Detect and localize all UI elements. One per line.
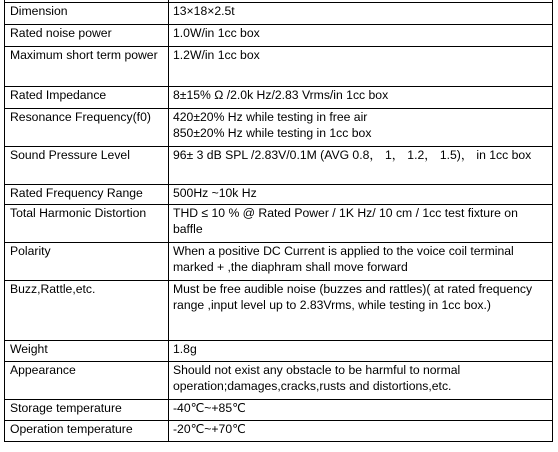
spec-value-rated-noise-power: 1.0W/in 1cc box bbox=[169, 25, 553, 47]
specification-table bbox=[4, 0, 553, 442]
spec-row-resonance-frequency bbox=[5, 109, 553, 147]
spec-label-rated-impedance: Rated Impedance bbox=[5, 87, 169, 109]
spec-value-sound-pressure-level: 96± 3 dB SPL /2.83V/0.1M (AVG 0.8， 1， 1.2， 1.5)， in 1cc box bbox=[169, 147, 553, 185]
spec-value-dimension: 13×18×2.5t bbox=[169, 3, 553, 25]
spec-label-sound-pressure-level: Sound Pressure Level bbox=[5, 147, 169, 185]
spec-row-dimension bbox=[5, 3, 553, 25]
spec-label-rated-noise-power: Rated noise power bbox=[5, 25, 169, 47]
spec-label-rated-frequency-range: Rated Frequency Range bbox=[5, 185, 169, 205]
spec-label-resonance-frequency: Resonance Frequency(f0) bbox=[5, 109, 169, 147]
spec-label-operation-temperature: Operation temperature bbox=[5, 421, 169, 442]
spec-row-rated-noise-power bbox=[5, 25, 553, 47]
spec-label-weight: Weight bbox=[5, 341, 169, 362]
spec-value-max-short-term-power: 1.2W/in 1cc box bbox=[169, 47, 553, 87]
spec-value-rated-frequency-range: 500Hz ~10k Hz bbox=[169, 185, 553, 205]
spec-row-weight bbox=[5, 341, 553, 362]
spec-label-polarity: Polarity bbox=[5, 243, 169, 281]
spec-label-total-harmonic-distortion: Total Harmonic Distortion bbox=[5, 205, 169, 243]
spec-row-sound-pressure-level bbox=[5, 147, 553, 185]
spec-value-polarity: When a positive DC Current is applied to the voice coil terminal marked + ,the diaphram shall move forward bbox=[169, 243, 553, 281]
spec-label-dimension: Dimension bbox=[5, 3, 169, 25]
spec-value-buzz-rattle: Must be free audible noise (buzzes and rattles)( at rated frequency range ,input level up to 2.83Vrms, while testing in 1cc box.) bbox=[169, 281, 553, 341]
spec-label-buzz-rattle: Buzz,Rattle,etc. bbox=[5, 281, 169, 341]
spec-row-buzz-rattle bbox=[5, 281, 553, 341]
spec-value-operation-temperature: -20℃~+70℃ bbox=[169, 421, 553, 442]
spec-row-polarity bbox=[5, 243, 553, 281]
spec-row-operation-temperature bbox=[5, 421, 553, 442]
spec-value-appearance: Should not exist any obstacle to be harmful to normal operation;damages,cracks,rusts and distortions,etc. bbox=[169, 362, 553, 400]
spec-value-storage-temperature: -40℃~+85℃ bbox=[169, 400, 553, 421]
spec-value-total-harmonic-distortion: THD ≤ 10 % @ Rated Power / 1K Hz/ 10 cm / 1cc test fixture on baffle bbox=[169, 205, 553, 243]
spec-row-max-short-term-power bbox=[5, 47, 553, 87]
spec-label-appearance: Appearance bbox=[5, 362, 169, 400]
spec-row-total-harmonic-distortion bbox=[5, 205, 553, 243]
spec-label-max-short-term-power: Maximum short term power bbox=[5, 47, 169, 87]
spec-row-appearance bbox=[5, 362, 553, 400]
spec-value-weight: 1.8g bbox=[169, 341, 553, 362]
spec-row-rated-impedance bbox=[5, 87, 553, 109]
spec-value-resonance-frequency: 420±20% Hz while testing in free air 850±20% Hz while testing in 1cc box bbox=[169, 109, 553, 147]
spec-label-storage-temperature: Storage temperature bbox=[5, 400, 169, 421]
spec-row-rated-frequency-range bbox=[5, 185, 553, 205]
spec-value-rated-impedance: 8±15% Ω /2.0k Hz/2.83 Vrms/in 1cc box bbox=[169, 87, 553, 109]
spec-row-storage-temperature bbox=[5, 400, 553, 421]
